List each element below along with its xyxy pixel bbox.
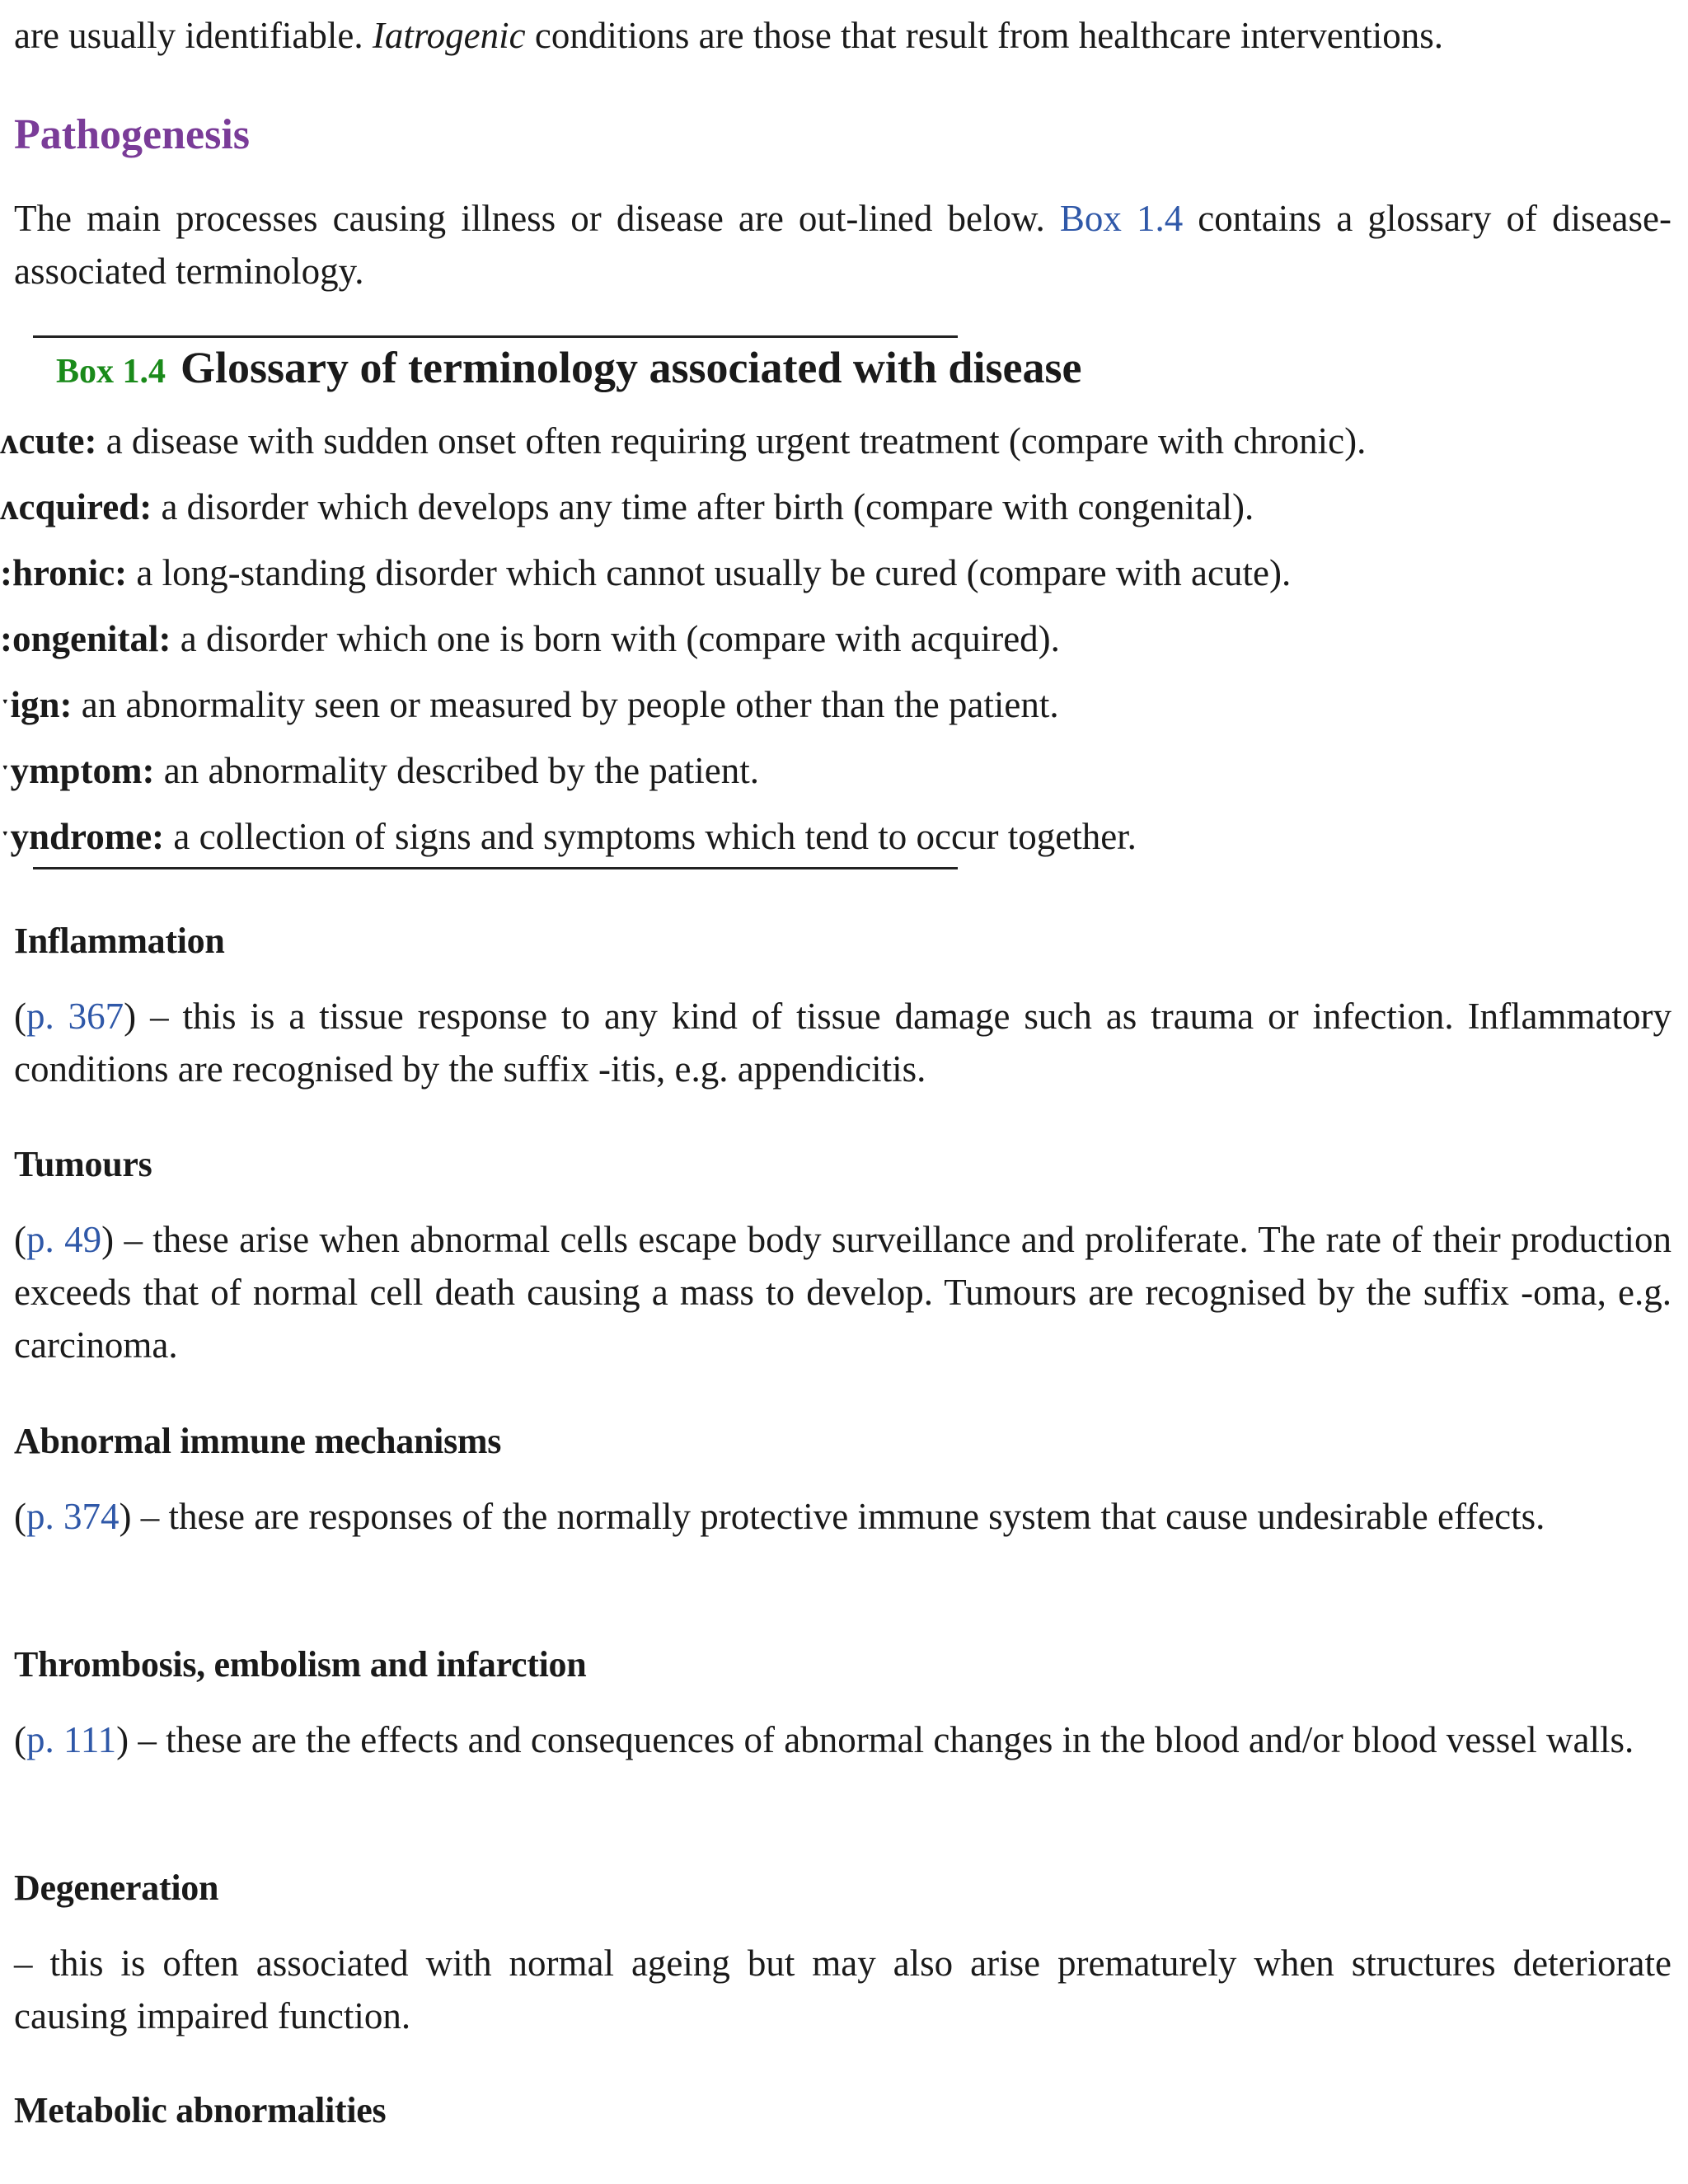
glossary-definition: a disorder which develops any time after birth (compare with congenital). [152,486,1254,527]
box-reference-link[interactable]: Box 1.4 [1059,198,1184,239]
subsection-heading-thrombosis: Thrombosis, embolism and infarction [14,1644,587,1685]
subsection-paragraph-thrombosis: (p. 111) – these are the effects and consequences of abnormal changes in the blood and/or blood vessel walls. [14,1719,1634,1760]
glossary-item-sign [0,672,1688,738]
subsection-text: ) – this is a tissue response to any kind of tissue damage such as trauma or infection. Inflammatory conditions are recognised by the suffix -itis, e.g. appendicitis. [14,996,1672,1090]
intro-text: are usually identifiable. [14,15,363,56]
page-reference-link[interactable]: p. 374 [26,1496,120,1537]
box-heading [56,342,1081,393]
subsection-paragraph-immune: (p. 374) – these are responses of the normally protective immune system that cause undesirable effects. [14,1496,1545,1537]
section-paragraph [14,192,1672,298]
box-top-rule [33,335,958,338]
glossary-term: ˑymptom: [0,750,155,791]
subsection-heading-tumours: Tumours [14,1144,152,1184]
subsection-paragraph-inflammation: (p. 367) – this is a tissue response to any kind of tissue damage such as trauma or infection. Inflammatory conditions are recognised by the suffix -itis, e.g. appendicitis. [14,996,1672,1090]
intro-italic-term: Iatrogenic [372,15,526,56]
box-bottom-rule [33,867,958,869]
glossary-definition: an abnormality seen or measured by people other than the patient. [72,684,1059,725]
section-text: The main processes causing illness or disease are out-lined below. [14,198,1060,239]
glossary-definition: an abnormality described by the patient. [154,750,759,791]
glossary-term: ˑyndrome: [0,816,165,857]
glossary-item-congenital [0,606,1688,672]
subsection-heading-immune: Abnormal immune mechanisms [14,1421,502,1461]
section-title: Pathogenesis [14,111,250,158]
intro-text-rest: conditions are those that result from healthcare interventions. [525,15,1444,56]
glossary-definition: a long-standing disorder which cannot usually be cured (compare with acute). [127,552,1292,593]
section-text-rest: contains a glossary of disease-associated terminology. [14,198,1672,292]
glossary-term: ʌcute: [0,420,97,462]
box-label: Box 1.4 [56,353,166,391]
glossary-term: :ongenital: [0,618,171,659]
page-reference-link[interactable]: p. 49 [26,1219,102,1260]
subsection-text: ) – these are responses of the normally protective immune system that cause undesirable effects. [119,1496,1545,1537]
glossary-item-acute [0,408,1688,474]
subsection-paragraph-tumours: (p. 49) – these arise when abnormal cells escape body surveillance and proliferate. The rate of their production exceeds that of normal cell death causing a mass to develop. Tumours are recognised by the suffix -oma, e.g. carcinoma. [14,1219,1672,1366]
subsection-heading-inflammation: Inflammation [14,921,225,961]
subsection-text: ) – these are the effects and consequences of abnormal changes in the blood and/or blood vessel walls. [116,1719,1634,1760]
glossary-definition: a collection of signs and symptoms which tend to occur together. [164,816,1137,857]
glossary-box [0,334,1688,869]
glossary-term: ˑign: [0,684,73,725]
glossary-term: ʌcquired: [0,486,152,527]
page-reference-link[interactable]: p. 111 [26,1719,117,1760]
subsection-paragraph-degeneration [14,1937,1672,2042]
glossary-item-symptom [0,738,1688,804]
page-reference-link[interactable]: p. 367 [26,996,124,1037]
subsection-heading-metabolic: Metabolic abnormalities [14,2090,387,2130]
subsection-text: – this is often associated with normal ageing but may also arise prematurely when structures deteriorate causing impaired function. [14,1943,1672,2036]
glossary-item-chronic [0,540,1688,606]
glossary-definition: a disorder which one is born with (compare with acquired). [171,618,1060,659]
box-title: Glossary of terminology associated with disease [181,343,1082,392]
glossary-definition: a disease with sudden onset often requiring urgent treatment (compare with chronic). [96,420,1367,462]
glossary-item-syndrome [0,804,1688,869]
intro-paragraph [14,9,1672,62]
glossary-list [0,408,1688,869]
subsection-text: ) – these arise when abnormal cells escape body surveillance and proliferate. The rate of their production exceeds that of normal cell death causing a mass to develop. Tumours are recognised by the suffix -oma, e.g. carcinoma. [14,1219,1672,1366]
glossary-term: :hronic: [0,552,128,593]
subsection-heading-degeneration: Degeneration [14,1868,219,1908]
glossary-item-acquired [0,474,1688,540]
